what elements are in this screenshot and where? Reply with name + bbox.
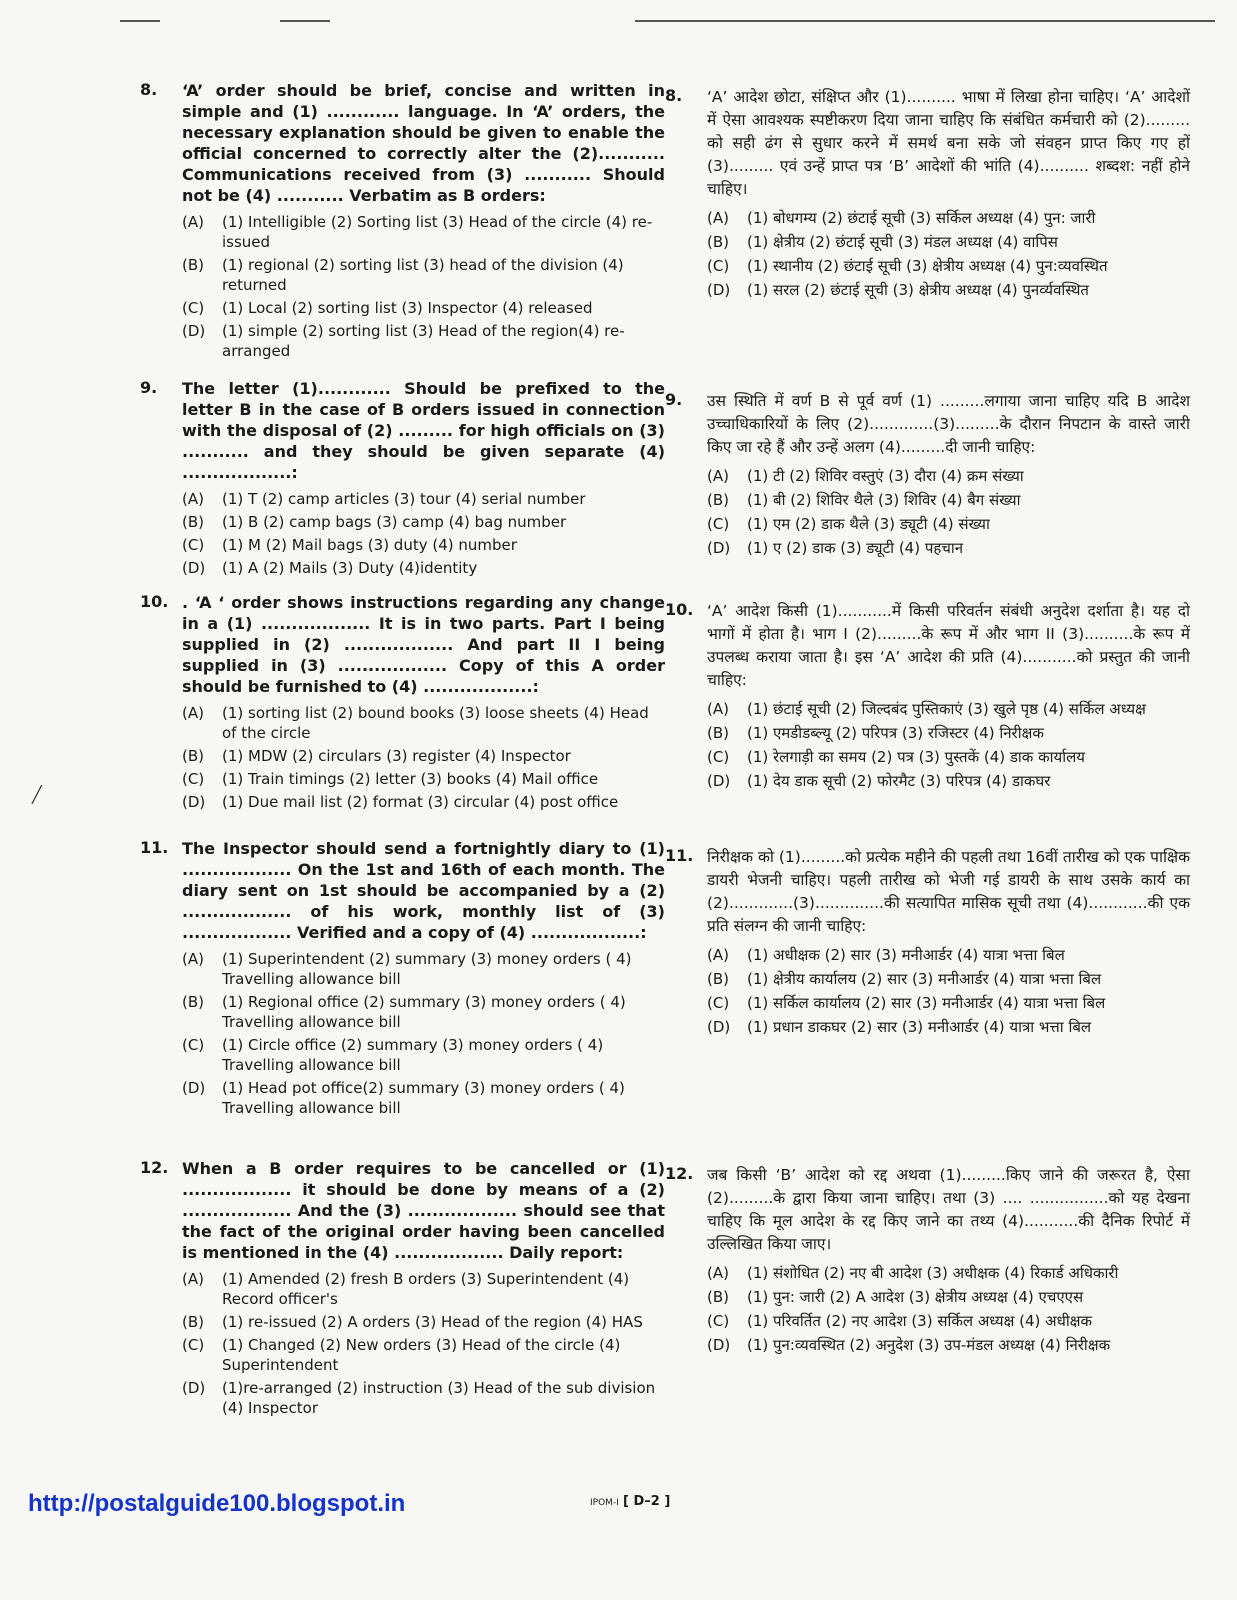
option-a [707, 465, 1190, 487]
option-label: (A) [182, 1270, 204, 1288]
options-list [707, 944, 1190, 1038]
option-b [182, 746, 665, 766]
question-text: When a B order requires to be cancelled or (1) .................. it should be done by means of a (2) .................. And the (3) .................. should see that the fact of the original order having been cancelled is mentioned in the (4) .................. Daily report: [182, 1159, 665, 1262]
options-list [182, 489, 665, 578]
option-c [182, 1335, 665, 1375]
option-a [182, 489, 665, 509]
options-list [707, 1262, 1190, 1356]
option-text: (1) Changed (2) New orders (3) Head of the circle (4) Superintendent [222, 1336, 621, 1374]
option-label: (A) [182, 213, 204, 231]
option-text: (1) MDW (2) circulars (3) register (4) Inspector [222, 747, 571, 765]
option-c [182, 298, 665, 318]
options-list [707, 207, 1190, 301]
question-text: . ‘A ‘ order shows instructions regarding any change in a (1) .................. It is in two parts. Part I being supplied in (2) .................. And part II I being supplied in (3) .................. Copy of this A order should be furnished to (4) ..................: [182, 593, 665, 696]
option-label: (A) [182, 704, 204, 722]
option-b [182, 1312, 665, 1332]
option-label: (D) [182, 793, 206, 811]
option-b [707, 722, 1190, 744]
option-label: (A) [707, 1264, 729, 1282]
option-a [707, 944, 1190, 966]
question-text: जब किसी ‘B’ आदेश को रद्द अथवा (1).........किए जाने की जरूरत है, ऐसा (2).........के द्वारा किया जाना चाहिए। तथा (3) .... ................को यह देखना चाहिए कि मूल आदेश के रद्द किए जाने का तथ्य (4)...........की दैनिक रिपोर्ट में उल्लिखित किया जाए। [707, 1166, 1190, 1253]
option-label: (D) [707, 772, 731, 790]
option-b [182, 992, 665, 1032]
option-c [707, 1310, 1190, 1332]
option-label: (A) [182, 490, 204, 508]
option-d [182, 1078, 665, 1118]
option-d [182, 558, 665, 578]
question-number: 10. [140, 592, 169, 611]
option-text: (1) Intelligible (2) Sorting list (3) Head of the circle (4) re-issued [222, 213, 653, 251]
option-text: (1) एम (2) डाक थैले (3) ड्यूटी (4) संख्या [747, 515, 990, 533]
option-label: (C) [182, 1036, 205, 1054]
header-rule [635, 20, 1215, 22]
option-a [182, 1269, 665, 1309]
option-label: (B) [182, 747, 204, 765]
option-text: (1) Superintendent (2) summary (3) money orders ( 4) Travelling allowance bill [222, 950, 632, 988]
option-d [182, 321, 665, 361]
option-a [707, 1262, 1190, 1284]
option-b [707, 489, 1190, 511]
option-text: (1) T (2) camp articles (3) tour (4) serial number [222, 490, 586, 508]
option-a [182, 703, 665, 743]
option-c [707, 992, 1190, 1014]
options-list [182, 703, 665, 812]
question-text: उस स्थिति में वर्ण B से पूर्व वर्ण (1) .........लगाया जाना चाहिए यदि B आदेश उच्चाधिकारियों के लिए (2).............(3).........के दौरान निपटान के वास्ते जारी किए जा रहे हैं और उन्हें अलग (4).........दी जानी चाहिए: [707, 392, 1190, 456]
question-8-hi [665, 86, 1190, 303]
option-label: (B) [182, 1313, 204, 1331]
option-b [182, 512, 665, 532]
option-text: (1) बोधगम्य (2) छंटाई सूची (3) सर्किल अध्यक्ष (4) पुन: जारी [747, 209, 1096, 227]
option-c [707, 255, 1190, 277]
option-text: (1) Train timings (2) letter (3) books (4) Mail office [222, 770, 599, 788]
option-label: (C) [182, 299, 205, 317]
option-c [707, 513, 1190, 535]
header-rule-fragment [280, 20, 330, 22]
option-label: (B) [707, 491, 729, 509]
question-number: 8. [665, 86, 683, 105]
option-label: (A) [707, 467, 729, 485]
option-text: (1) Regional office (2) summary (3) money orders ( 4) Travelling allowance bill [222, 993, 626, 1031]
option-label: (B) [182, 256, 204, 274]
options-list [182, 1269, 665, 1418]
question-number: 12. [665, 1164, 694, 1183]
option-d [707, 279, 1190, 301]
option-label: (B) [182, 513, 204, 531]
options-list [707, 698, 1190, 792]
option-d [707, 1016, 1190, 1038]
option-label: (D) [182, 559, 206, 577]
option-label: (D) [707, 1336, 731, 1354]
option-c [182, 769, 665, 789]
option-d [182, 792, 665, 812]
option-d [182, 1378, 665, 1418]
option-a [707, 207, 1190, 229]
option-label: (A) [707, 209, 729, 227]
option-b [182, 255, 665, 295]
option-text: (1) B (2) camp bags (3) camp (4) bag number [222, 513, 567, 531]
option-text: (1) Circle office (2) summary (3) money orders ( 4) Travelling allowance bill [222, 1036, 604, 1074]
option-b [707, 1286, 1190, 1308]
question-10-hi [665, 600, 1190, 794]
option-d [707, 770, 1190, 792]
option-text: (1) छंटाई सूची (2) जिल्दबंद पुस्तिकाएं (3) खुले पृष्ठ (4) सर्किल अध्यक्ष [747, 700, 1146, 718]
option-label: (C) [707, 515, 730, 533]
option-label: (A) [707, 700, 729, 718]
option-label: (D) [182, 1079, 206, 1097]
question-text: The letter (1)............ Should be prefixed to the letter B in the case of B orders issued in connection with the disposal of (2) ......... for high officials on (3) ........... and they should be given separate (4) ..................: [182, 379, 665, 482]
option-label: (A) [182, 950, 204, 968]
question-number: 9. [665, 390, 683, 409]
question-text: The Inspector should send a fortnightly diary to (1) .................. On the 1st and 16th of each month. The diary sent on 1st should be accompanied by a (2) .................. of his work, monthly list of (3) .................. Verified and a copy of (4) ..................: [182, 839, 665, 942]
option-text: (1) ए (2) डाक (3) ड्यूटी (4) पहचान [747, 539, 964, 557]
blog-url-link[interactable]: http://postalguide100.blogspot.in [28, 1490, 406, 1517]
option-text: (1) Head pot office(2) summary (3) money orders ( 4) Travelling allowance bill [222, 1079, 625, 1117]
question-number: 8. [140, 80, 158, 99]
option-text: (1) sorting list (2) bound books (3) loose sheets (4) Head of the circle [222, 704, 649, 742]
options-list [182, 212, 665, 361]
option-d [707, 1334, 1190, 1356]
option-text: (1) simple (2) sorting list (3) Head of the region(4) re-arranged [222, 322, 625, 360]
option-label: (B) [707, 724, 729, 742]
option-label: (B) [707, 970, 729, 988]
option-text: (1) regional (2) sorting list (3) head of the division (4) returned [222, 256, 624, 294]
question-10-en [140, 592, 665, 815]
option-a [707, 698, 1190, 720]
option-label: (C) [707, 748, 730, 766]
option-text: (1) पुन:व्यवस्थित (2) अनुदेश (3) उप-मंडल अध्यक्ष (4) निरीक्षक [747, 1336, 1111, 1354]
question-text: ‘A’ आदेश किसी (1)...........में किसी परिवर्तन संबंधी अनुदेश दर्शाता है। यह दो भागों में होता है। भाग I (2).........के रूप में और भाग II (3)..........के रूप में उपलब्ध कराया जाता है। इस ‘A’ आदेश की प्रति (4)...........को प्रस्तुत की जानी चाहिए: [707, 602, 1190, 689]
option-text: (1) क्षेत्रीय (2) छंटाई सूची (3) मंडल अध्यक्ष (4) वापिस [747, 233, 1058, 251]
page-label: [ D–2 ] [622, 1494, 671, 1509]
options-list [182, 949, 665, 1118]
option-text: (1) Due mail list (2) format (3) circular (4) post office [222, 793, 619, 811]
option-text: (1) बी (2) शिविर थैले (3) शिविर (4) बैग संख्या [747, 491, 1021, 509]
question-number: 10. [665, 600, 694, 619]
option-text: (1) संशोधित (2) नए बी आदेश (3) अधीक्षक (4) रिकार्ड अधिकारी [747, 1264, 1119, 1282]
option-label: (D) [182, 1379, 206, 1397]
question-12-en [140, 1158, 665, 1421]
option-label: (C) [182, 536, 205, 554]
option-text: (1) A (2) Mails (3) Duty (4)identity [222, 559, 478, 577]
option-text: (1) सर्किल कार्यालय (2) सार (3) मनीआर्डर (4) यात्रा भत्ता बिल [747, 994, 1106, 1012]
option-label: (B) [182, 993, 204, 1011]
option-text: (1) टी (2) शिविर वस्तुएं (3) दौरा (4) क्रम संख्या [747, 467, 1024, 485]
question-11-en [140, 838, 665, 1121]
option-c [182, 535, 665, 555]
question-text: निरीक्षक को (1).........को प्रत्येक महीने की पहली तथा 16वीं तारीख को एक पाक्षिक डायरी भेजनी चाहिए। पहली तारीख को भेजी गई डायरी के साथ उसके कार्य का (2).............(3)..............की सत्यापित मासिक सूची तथा (4)............की एक प्रति संलग्न की जानी चाहिए: [707, 848, 1190, 935]
margin-mark: ╱ [32, 785, 42, 804]
option-text: (1) रेलगाड़ी का समय (2) पत्र (3) पुस्तकें (4) डाक कार्यालय [747, 748, 1085, 766]
question-text: ‘A’ order should be brief, concise and written in simple and (1) ............ language. In ‘A’ orders, the necessary explanation should be given to enable the official concerned to correctly alter the (2)........... Communications received from (3) ........... Should not be (4) ........... Verbatim as B orders: [182, 81, 665, 205]
option-text: (1) देय डाक सूची (2) फोरमैट (3) परिपत्र (4) डाकघर [747, 772, 1051, 790]
option-b [707, 231, 1190, 253]
option-a [182, 949, 665, 989]
option-text: (1) प्रधान डाकघर (2) सार (3) मनीआर्डर (4) यात्रा भत्ता बिल [747, 1018, 1092, 1036]
option-label: (D) [182, 322, 206, 340]
option-label: (C) [707, 257, 730, 275]
option-b [707, 968, 1190, 990]
question-9-en [140, 378, 665, 581]
option-d [707, 537, 1190, 559]
option-label: (C) [182, 1336, 205, 1354]
question-number: 11. [140, 838, 169, 857]
option-c [182, 1035, 665, 1075]
options-list [707, 465, 1190, 559]
page-prefix: IPOM-I [590, 1498, 619, 1508]
option-label: (D) [707, 539, 731, 557]
option-text: (1) Amended (2) fresh B orders (3) Superintendent (4) Record officer's [222, 1270, 630, 1308]
option-label: (C) [707, 994, 730, 1012]
option-a [182, 212, 665, 252]
question-12-hi [665, 1164, 1190, 1358]
option-label: (C) [182, 770, 205, 788]
option-text: (1) अधीक्षक (2) सार (3) मनीआर्डर (4) यात्रा भत्ता बिल [747, 946, 1065, 964]
option-text: (1) M (2) Mail bags (3) duty (4) number [222, 536, 517, 554]
page-number [590, 1494, 670, 1509]
option-text: (1) re-issued (2) A orders (3) Head of the region (4) HAS [222, 1313, 643, 1331]
question-number: 12. [140, 1158, 169, 1177]
option-label: (D) [707, 1018, 731, 1036]
option-text: (1)re-arranged (2) instruction (3) Head of the sub division (4) Inspector [222, 1379, 656, 1417]
option-label: (C) [707, 1312, 730, 1330]
question-8-en [140, 80, 665, 364]
option-text: (1) Local (2) sorting list (3) Inspector (4) released [222, 299, 593, 317]
question-11-hi [665, 846, 1190, 1040]
option-label: (B) [707, 233, 729, 251]
option-text: (1) परिवर्तित (2) नए आदेश (3) सर्किल अध्यक्ष (4) अधीक्षक [747, 1312, 1092, 1330]
option-label: (A) [707, 946, 729, 964]
question-9-hi [665, 390, 1190, 561]
option-text: (1) पुन: जारी (2) A आदेश (3) क्षेत्रीय अध्यक्ष (4) एचएएस [747, 1288, 1084, 1306]
option-text: (1) एमडीडब्ल्यू (2) परिपत्र (3) रजिस्टर (4) निरीक्षक [747, 724, 1044, 742]
option-text: (1) सरल (2) छंटाई सूची (3) क्षेत्रीय अध्यक्ष (4) पुनर्व्यवस्थित [747, 281, 1089, 299]
question-text: ‘A’ आदेश छोटा, संक्षिप्त और (1).......... भाषा में लिखा होना चाहिए। ‘A’ आदेशों में ऐसा आवश्यक स्पष्टीकरण दिया जाना चाहिए कि संबंधित कर्मचारी को (2)......... को सही ढंग से सुधार करने में समर्थ बना सके जो संवहन प्राप्त किए गए हों (3)......... एवं उन्हें प्राप्त पत्र ‘B’ आदेशों की भांति (4).......... शब्दश: नहीं होने चाहिए। [707, 88, 1190, 198]
question-number: 11. [665, 846, 694, 865]
option-c [707, 746, 1190, 768]
header-rule-fragment [120, 20, 160, 22]
option-text: (1) क्षेत्रीय कार्यालय (2) सार (3) मनीआर्डर (4) यात्रा भत्ता बिल [747, 970, 1102, 988]
option-text: (1) स्थानीय (2) छंटाई सूची (3) क्षेत्रीय अध्यक्ष (4) पुन:व्यवस्थित [747, 257, 1108, 275]
option-label: (D) [707, 281, 731, 299]
question-number: 9. [140, 378, 158, 397]
option-label: (B) [707, 1288, 729, 1306]
